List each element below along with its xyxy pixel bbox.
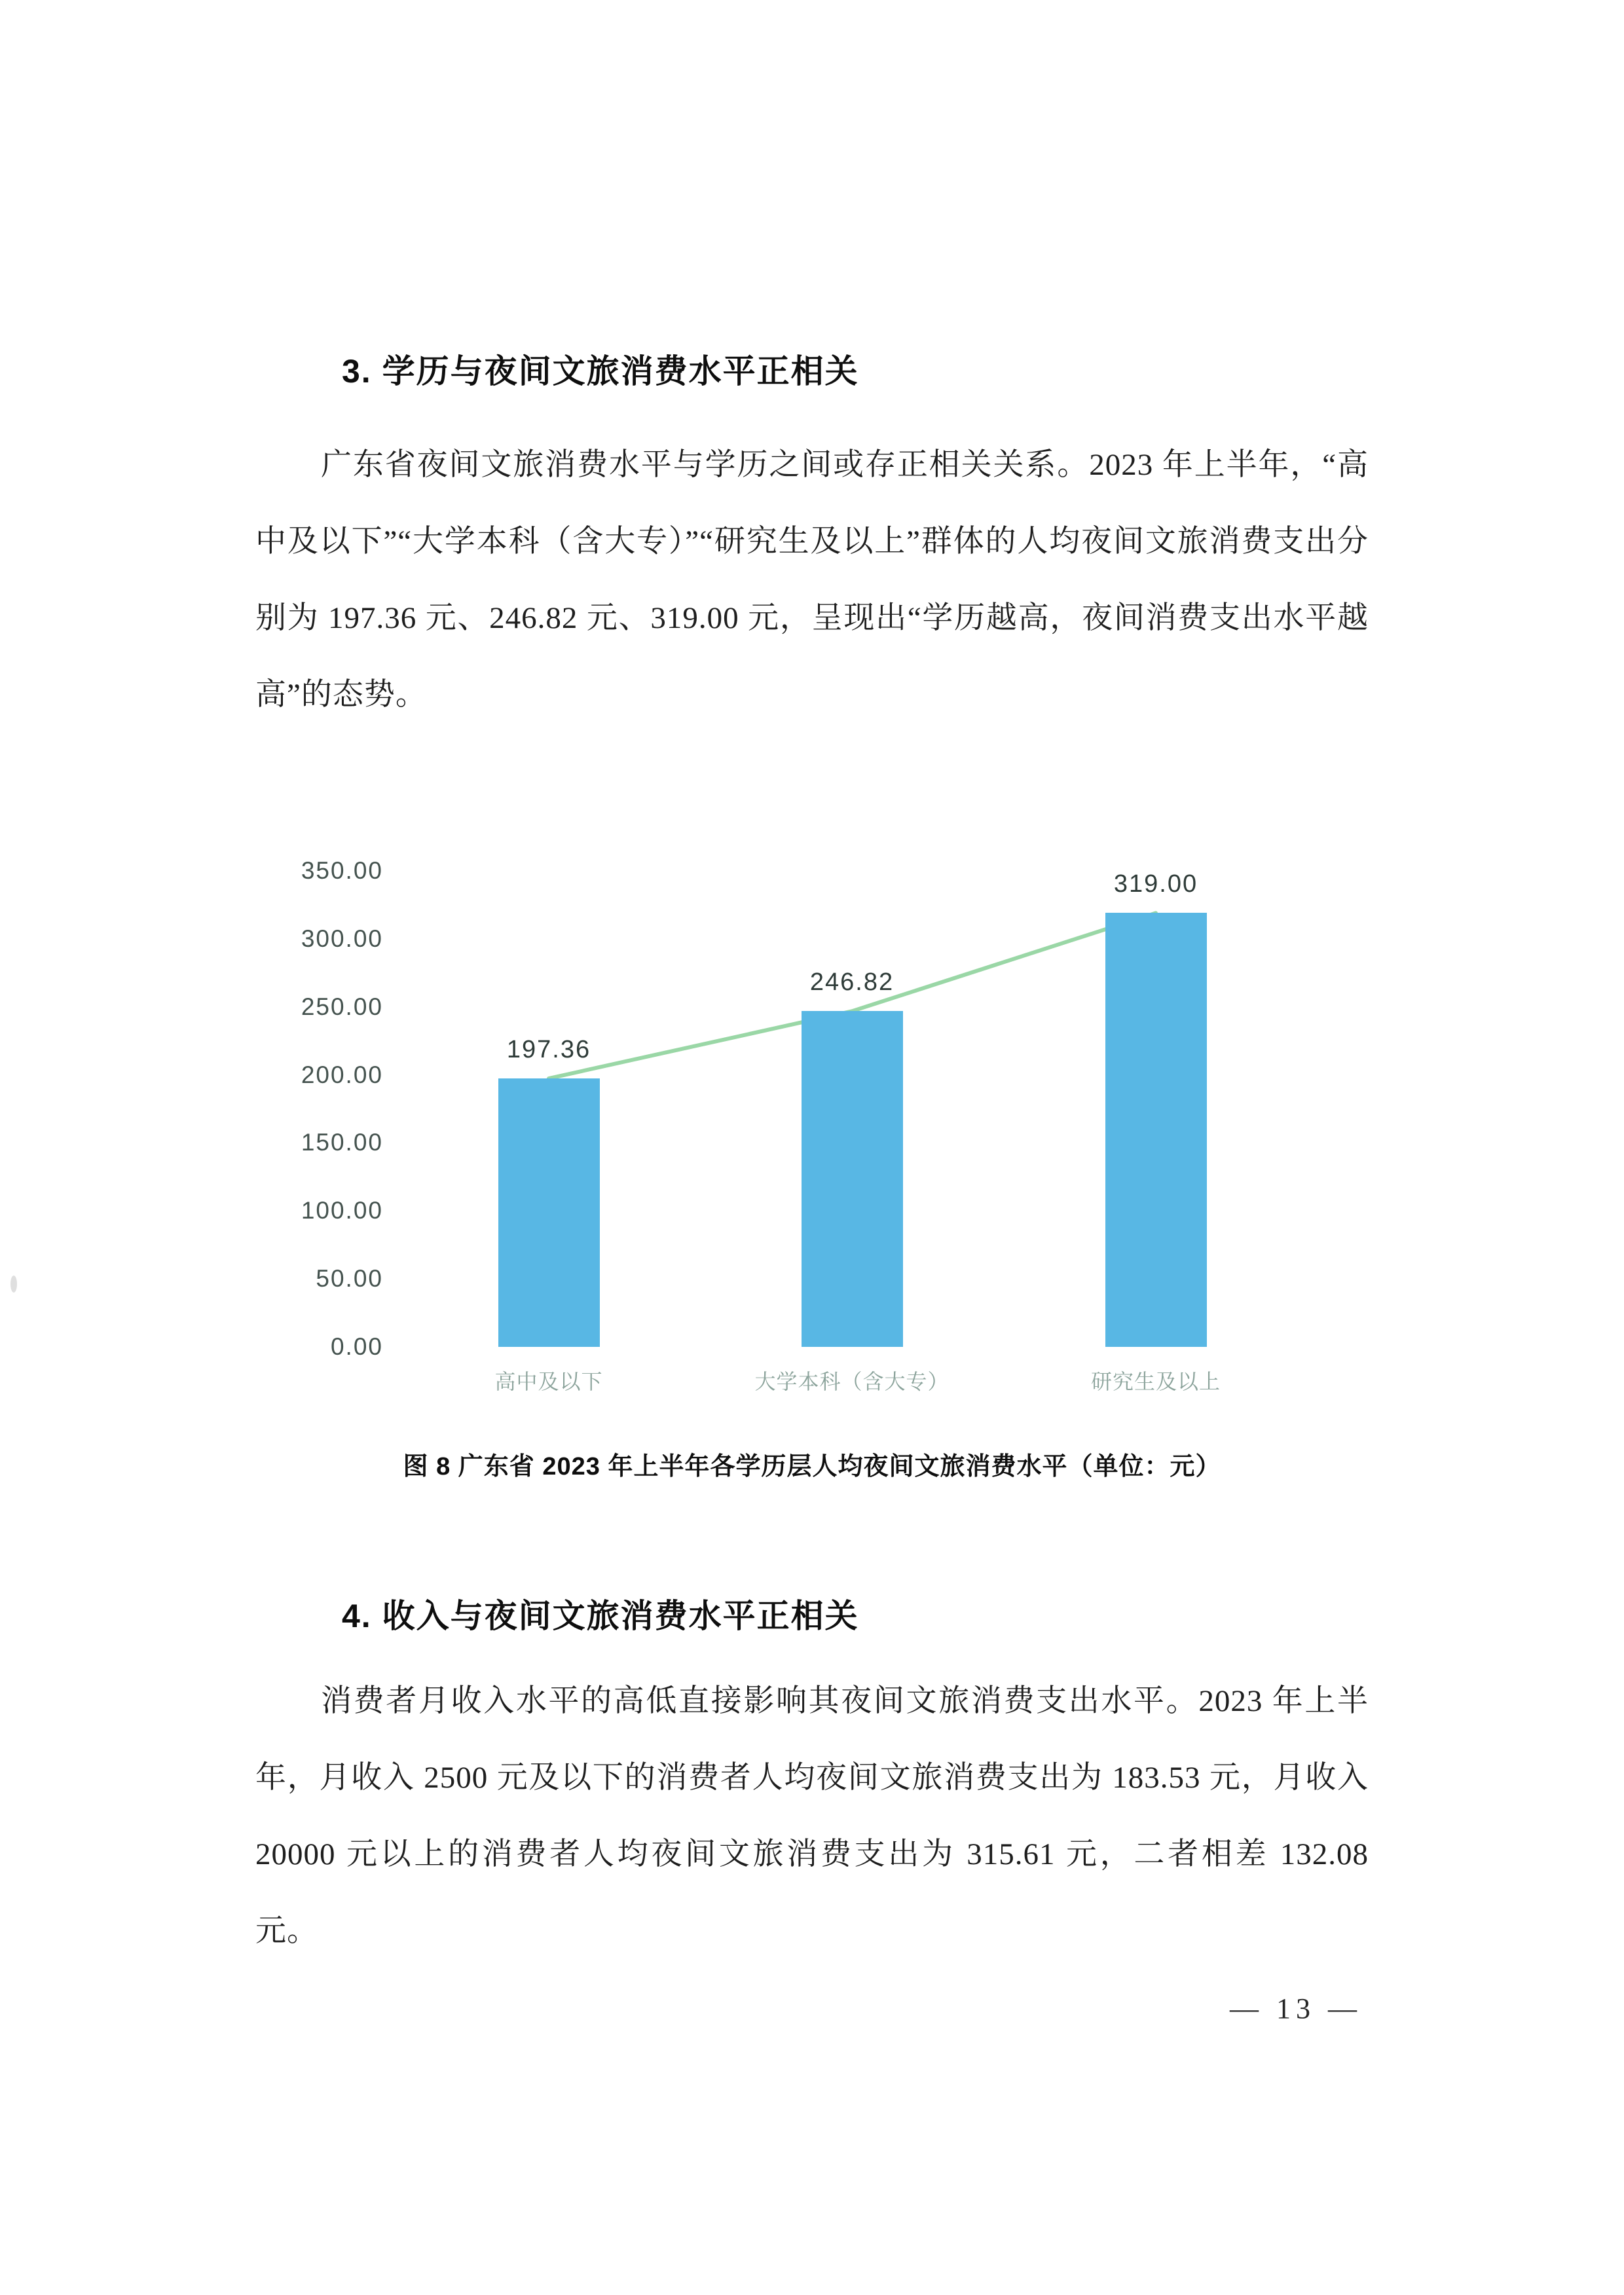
section-4-paragraph: 消费者月收入水平的高低直接影响其夜间文旅消费支出水平。2023 年上半年，月收入 2500 元及以下的消费者人均夜间文旅消费支出为 183.53 元，月收入 20000 元以上的消费者人均夜间文旅消费支出为 315.61 元，二者相差 132.08 元。 xyxy=(255,1684,1369,1948)
figure-caption: 图 8 广东省 2023 年上半年各学历层人均夜间文旅消费水平（单位：元） xyxy=(403,1453,1221,1480)
bar-value-label: 319.00 xyxy=(1113,870,1198,898)
section-3-heading: 3. 学历与夜间文旅消费水平正相关 xyxy=(342,353,859,390)
bar-value-label: 197.36 xyxy=(506,1036,591,1064)
x-axis-category-label: 研究生及以上 xyxy=(1090,1370,1221,1393)
section-4-heading: 4. 收入与夜间文旅消费水平正相关 xyxy=(342,1598,859,1634)
y-axis-tick-label: 100.00 xyxy=(301,1197,383,1224)
scan-artifact xyxy=(10,1276,17,1293)
chart-y-axis xyxy=(288,857,383,1360)
bar-chart-figure-8 xyxy=(288,845,1369,1408)
section-3-paragraph: 广东省夜间文旅消费水平与学历之间或存正相关关系。2023 年上半年，“高中及以下”“大学本科（含大专）”“研究生及以上”群体的人均夜间文旅消费支出分别为 197.36 元、246.82 元、319.00 元，呈现出“学历越高，夜间消费支出水平越高”的态势。 xyxy=(255,448,1369,712)
y-axis-tick-label: 0.00 xyxy=(330,1333,383,1360)
page-number: — 13 — xyxy=(1230,1992,1362,2025)
chart-plot xyxy=(419,871,1342,1347)
y-axis-tick-label: 200.00 xyxy=(301,1061,383,1088)
y-axis-tick-label: 250.00 xyxy=(301,993,383,1020)
x-axis-category-label: 大学本科（含大专） xyxy=(754,1370,950,1393)
bar-1 xyxy=(498,1078,600,1347)
bar-2 xyxy=(802,1011,903,1347)
y-axis-tick-label: 300.00 xyxy=(301,925,383,952)
y-axis-tick-label: 150.00 xyxy=(301,1129,383,1156)
y-axis-tick-label: 350.00 xyxy=(301,857,383,884)
x-axis-category-label: 高中及以下 xyxy=(494,1370,603,1393)
bar-value-label: 246.82 xyxy=(809,968,895,997)
bar-3 xyxy=(1105,913,1207,1347)
y-axis-tick-label: 50.00 xyxy=(316,1265,383,1293)
